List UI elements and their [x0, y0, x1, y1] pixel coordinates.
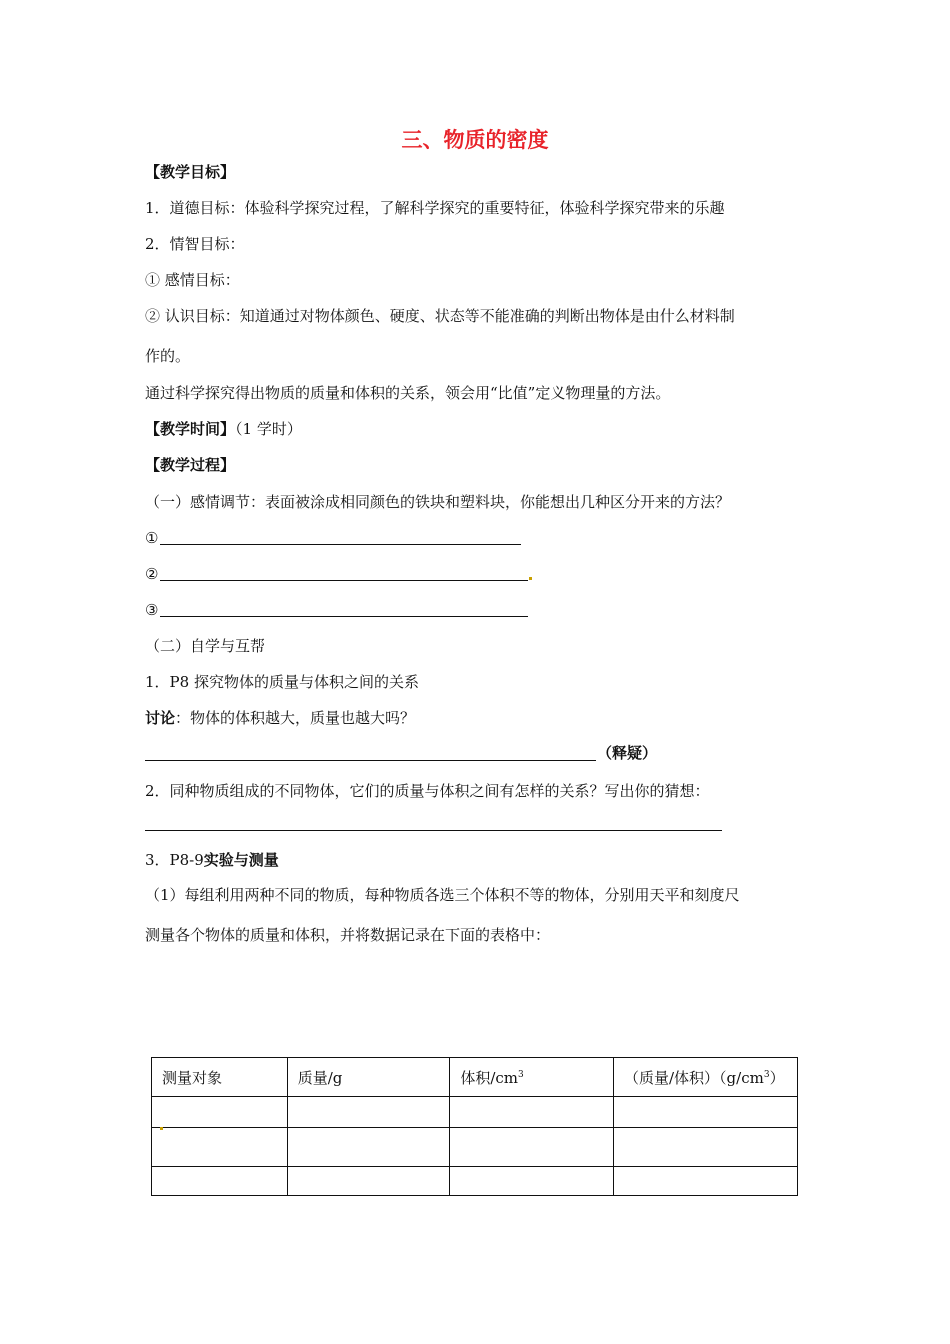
table-cell[interactable]	[152, 1097, 288, 1128]
time-value: （1 学时）	[235, 420, 302, 438]
objective-1: 1．道德目标：体验科学探究过程，了解科学探究的重要特征，体验科学探究带来的乐趣	[145, 199, 725, 217]
table-cell[interactable]	[450, 1097, 614, 1128]
item-2: 2．同种物质组成的不同物体，它们的质量与体积之间有怎样的关系？写出你的猜想：	[145, 782, 710, 800]
objective-2a: ① 感情目标：	[145, 271, 240, 289]
table-cell[interactable]	[287, 1097, 450, 1128]
blank-3-label: ③	[145, 601, 159, 619]
discuss-text: ：物体的体积越大，质量也越大吗？	[175, 709, 416, 727]
table-row	[152, 1097, 798, 1128]
item-3-bold: 实验与测量	[203, 851, 279, 869]
table-cell[interactable]	[287, 1167, 450, 1196]
header-object: 测量对象	[152, 1058, 288, 1097]
blank-2-label: ②	[145, 565, 159, 583]
answer-blank-1[interactable]	[160, 544, 521, 545]
table-cell[interactable]	[613, 1128, 797, 1167]
objective-2b-cont: 作的。	[145, 347, 191, 365]
speck-mark	[529, 577, 532, 580]
discuss-answer-blank[interactable]	[145, 760, 596, 761]
time-header: 【教学时间】	[145, 420, 236, 438]
speck-mark	[160, 1127, 163, 1130]
table-header-row	[152, 1058, 798, 1097]
item-3-prefix: 3．P8-9	[145, 851, 204, 869]
header-mass: 质量/g	[287, 1058, 450, 1097]
table-cell[interactable]	[613, 1097, 797, 1128]
answer-blank-3[interactable]	[160, 616, 528, 617]
part-2-heading: （二）自学与互帮	[145, 637, 266, 655]
item-3-1a: （1）每组利用两种不同的物质，每种物质各选三个体积不等的物体，分别用天平和刻度尺	[145, 886, 740, 904]
guess-answer-blank[interactable]	[145, 830, 722, 831]
discuss-line	[145, 708, 415, 728]
objective-2b: ② 认识目标：知道通过对物体颜色、硬度、状态等不能准确的判断出物体是由什么材料制	[145, 307, 735, 325]
table-cell[interactable]	[152, 1128, 288, 1167]
blank-1-label: ①	[145, 529, 159, 547]
table-cell[interactable]	[450, 1167, 614, 1196]
objective-2: 2．情智目标：	[145, 235, 245, 253]
table-cell[interactable]	[152, 1167, 288, 1196]
item-3	[145, 850, 279, 870]
table-cell[interactable]	[287, 1128, 450, 1167]
answer-blank-2[interactable]	[160, 580, 528, 581]
discuss-label: 讨论	[145, 709, 176, 727]
item-3-1b: 测量各个物体的质量和体积，并将数据记录在下面的表格中：	[145, 926, 551, 944]
process-header: 【教学过程】	[145, 456, 236, 474]
objective-2c: 通过科学探究得出物质的质量和体积的关系，领会用“比值”定义物理量的方法。	[145, 384, 671, 402]
measurement-table	[151, 1057, 798, 1196]
header-volume: 体积$/cm^3$	[450, 1058, 614, 1097]
table-row	[152, 1167, 798, 1196]
explain-label: （释疑）	[597, 744, 658, 762]
part-1-question: （一）感情调节：表面被涂成相同颜色的铁块和塑料块，你能想出几种区分开来的方法？	[145, 493, 731, 511]
item-1: 1．P8 探究物体的质量与体积之间的关系	[145, 673, 419, 691]
time-line	[145, 419, 302, 439]
table-cell[interactable]	[450, 1128, 614, 1167]
table-cell[interactable]	[613, 1167, 797, 1196]
page-title: 三、物质的密度	[401, 128, 549, 152]
header-ratio: （质量/体积）$(g/cm^3)$	[613, 1058, 797, 1097]
table-row	[152, 1128, 798, 1167]
objectives-header: 【教学目标】	[145, 163, 236, 181]
